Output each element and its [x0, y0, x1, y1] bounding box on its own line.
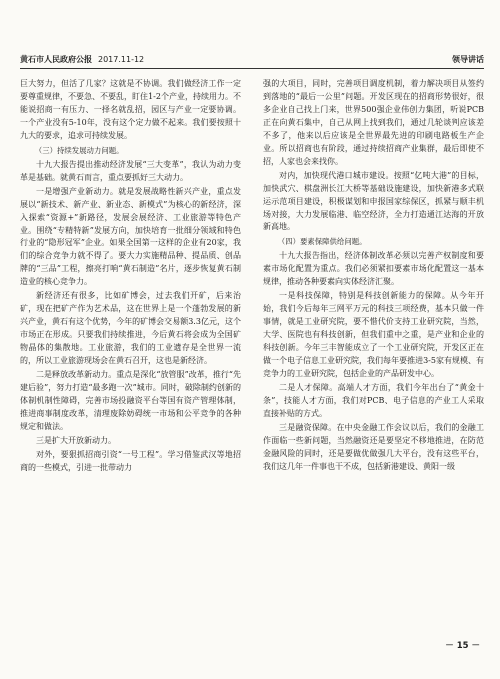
right-column — [263, 78, 484, 631]
paragraph: 三是融资保障。在中央金融工作会议以后，我们的金融工作面临一些新问题，当然融资还是要坚定不移地推进，在防范金融风险的同时，还是要做优做强几大平台，没有这些平台，我们这几年一件事也干不成，包括新港建设、黄阳一级 — [263, 422, 484, 471]
section-title: 领导讲话 — [452, 55, 484, 64]
paragraph: 强的大项目，同时，完善项目调度机制，着力解决项目从签约到落地的“最后一公里”问题。开发区现在的招商形势很好，很多企业自己找上门来，世界500强企业伟创力集团，听说PCB正在向黄石集中，自己从网上找到我们，通过几轮谈判应该差不多了，他来以后应该是全世界最先进的印刷电路板生产企业。所以招商也有阶段，通过持续招商产业集群，最后即使不招，人家也会来找你。 — [263, 79, 484, 166]
paragraph: 二是释放改革新动力。重点是深化“放管服”改革，推行“先建后验”，努力打造“最多跑一次”城市。同时，破除制约创新的体制机制性障碍，完善市场投融资平台等国有资产管理体制，推进商事制度改革，清理废除妨碍统一市场和公平竞争的各种规定和做法。 — [20, 370, 241, 431]
paragraph: 对外，要狠抓招商引资“一号工程”。学习借鉴武汉等地招商的一些模式，引进一批带动力 — [20, 449, 241, 472]
paragraph: 一是增强产业新动力。就是发展战略性新兴产业，重点发展以“新技术、新产业、新业态、新模式”为核心的新经济，深入探索“资源+”新路径，发展会展经济、工业旅游等特色产业。围绕“专精特新”发展方向，加快培育一批细分领域和特色行业的“隐形冠军”企业。如果全国第一这样的企业有20家，我们的综合竞争力就不得了。要大力实施精品种、提品质、创品牌的“三品”工程，擦亮打响“黄石制造”名片，逐步恢复黄石制造业的核心竞争力。 — [20, 186, 241, 287]
journal-title: 黄石市人民政府公报 — [20, 55, 92, 64]
header-rule — [20, 68, 484, 69]
paragraph: 一是科技保障，特别是科技创新能力的保障。从今年开始，我们今后每年三网平万元的科技三项经费，基本只做一件事情，就是工业研究院，要不惜代价支持工业研究院，当然，大学、医院也有科技创新，但我们重中之重，是产业和企业的科技创新。今年三丰智能成立了一个工业研究院，开发区正在做一个电子信息工业研究院，我们每年要推进3-5家有规模、有竞争力的工业研究院，包括企业的产品研发中心。 — [263, 291, 484, 378]
journal-masthead — [20, 54, 144, 65]
paragraph: 新经济还有很多，比如矿博会，过去我们开矿，后来治矿，现在把矿产作为艺术品，这在世界上是一个蓬勃发展的新兴产业，黄石有这个优势，今年的矿博会交易额3.3亿元，这个市场正在形成。只要我们持续推进，今后黄石将会成为全国矿物晶体的集散地。工业旅游，我们的工业遗存是全世界一流的，所以工业旅游现场会在黄石召开，这也是新经济。 — [20, 291, 241, 366]
page-number: － 15 － — [445, 641, 480, 651]
issue-date: 2017.11-12 — [98, 55, 145, 64]
paragraph: 对内，加快现代港口城市建设。按照“亿吨大港”的目标，加快武穴、棋盘洲长江大桥等基础设施建设，加快新港多式联运示范项目建设，积极谋划和申报国家综保区，抓紧与顺丰机场对接，大力发展临港、临空经济，全力打造通江达海的开放新高地。 — [263, 170, 484, 232]
page-header — [20, 53, 484, 65]
subheading: （三）持续发展动力问题。 — [34, 145, 124, 155]
paragraph: 巨大努力，但活了几家？这就是不协调。我们做经济工作一定要尊重规律，不要急、不要乱，盯住1-2个产业，持续用力。不能说招商一有压力、一择名就乱招，园区与产业一定要协调。一个产业没有5-10年，没有这个定力做不起来。我们要按照十九大的要求，追求可持续发展。 — [20, 79, 241, 140]
subheading: （四）要素保障供给问题。 — [277, 237, 367, 247]
paragraph: 十九大报告指出，经济体制改革必须以完善产权制度和要素市场化配置为重点。我们必须紧扣要素市场化配置这一基本规律，推动各种要素向实体经济汇聚。 — [263, 251, 484, 287]
paragraph: 三是扩大开放新动力。 — [36, 435, 116, 445]
article-body — [20, 78, 484, 631]
paragraph: 十九大报告提出推动经济发展“三大变革”，我认为动力变革是基础。就黄石而言，重点要抓好三大动力。 — [20, 159, 241, 182]
paragraph: 二是人才保障。高端人才方面，我们今年出台了“黄金十条”，技能人才方面，我们对PCB、电子信息的产业工人采取直接补贴的方式。 — [263, 382, 484, 418]
left-column — [20, 78, 241, 631]
